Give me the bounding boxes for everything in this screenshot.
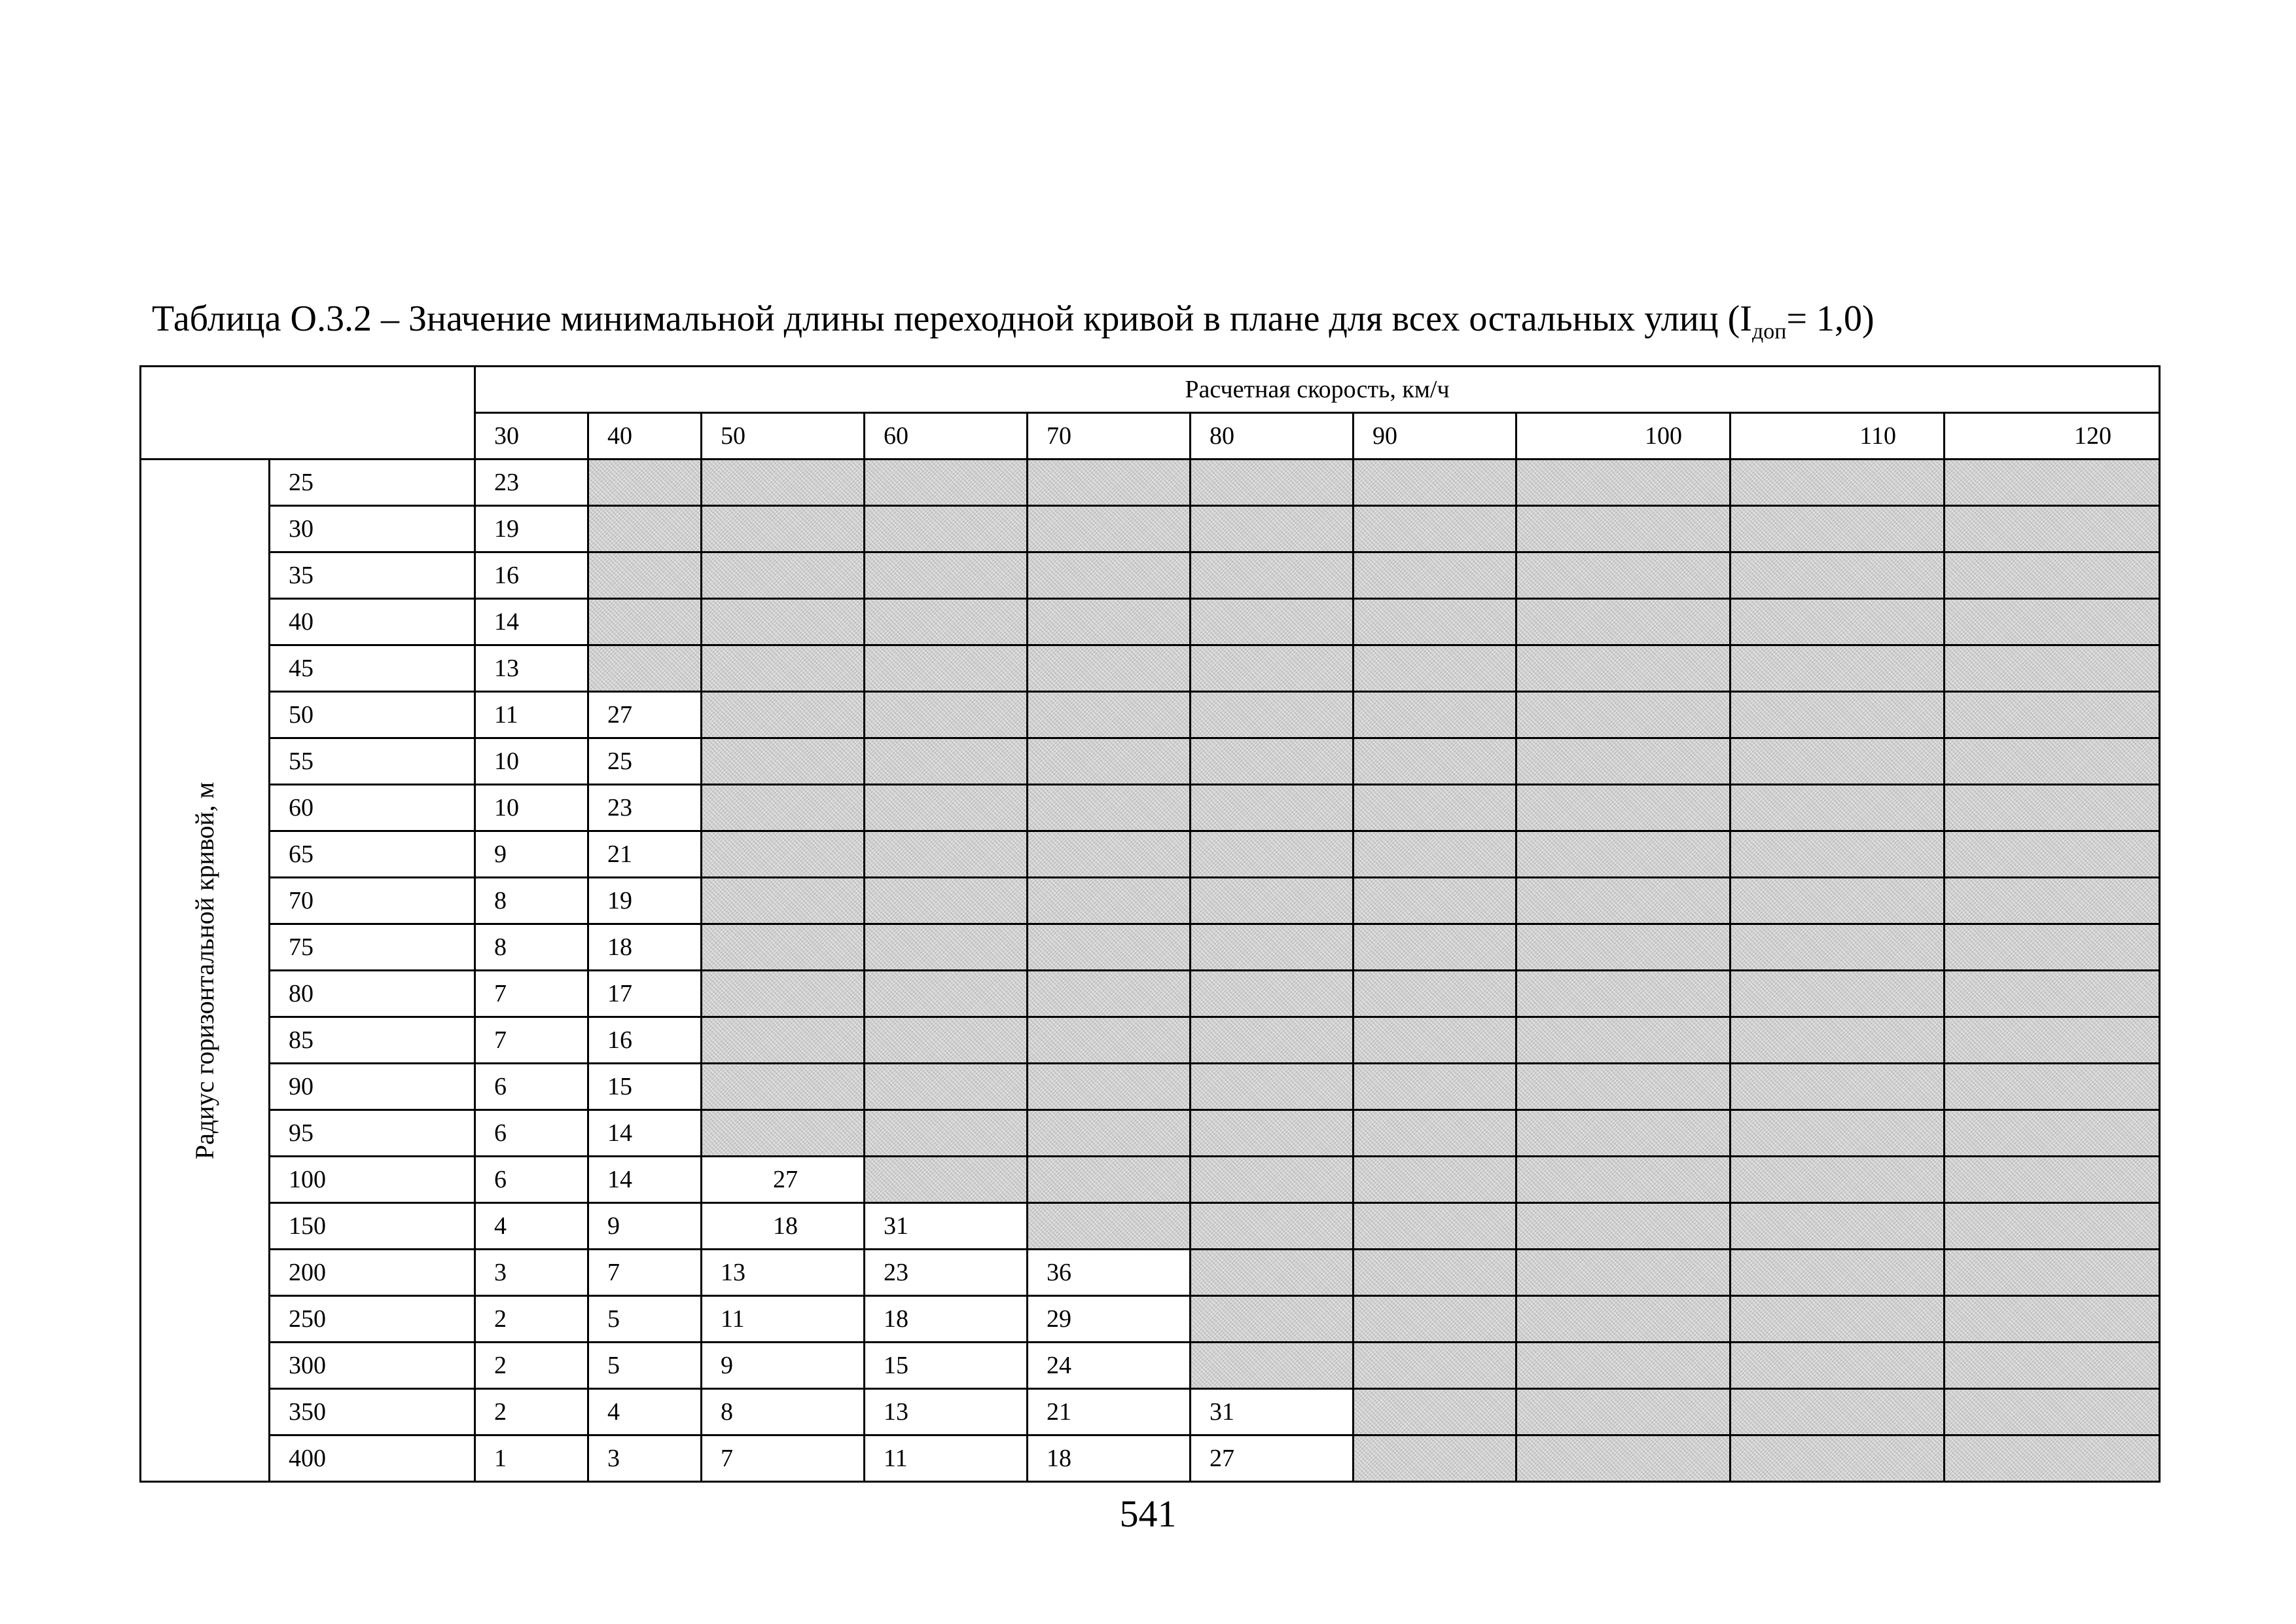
empty-cell xyxy=(702,645,865,692)
empty-cell xyxy=(588,552,702,599)
empty-cell xyxy=(1731,1389,1945,1435)
value-cell: 8 xyxy=(475,878,588,924)
empty-cell xyxy=(1731,1157,1945,1203)
value-cell: 6 xyxy=(475,1064,588,1110)
value-cell: 11 xyxy=(475,692,588,738)
table-row xyxy=(141,1343,2160,1389)
value-cell: 19 xyxy=(588,878,702,924)
value-cell: 7 xyxy=(475,1017,588,1064)
value-cell: 18 xyxy=(588,924,702,971)
radius-cell: 30 xyxy=(270,506,475,552)
empty-cell xyxy=(1516,1064,1731,1110)
value-cell: 1 xyxy=(475,1435,588,1482)
radius-cell: 45 xyxy=(270,645,475,692)
empty-cell xyxy=(1731,924,1945,971)
table-row xyxy=(141,831,2160,878)
value-cell: 11 xyxy=(865,1435,1028,1482)
radius-cell: 70 xyxy=(270,878,475,924)
value-cell: 7 xyxy=(702,1435,865,1482)
value-cell: 2 xyxy=(475,1389,588,1435)
caption-suffix: = 1,0) xyxy=(1786,298,1874,339)
empty-cell xyxy=(1945,924,2160,971)
value-cell: 18 xyxy=(865,1296,1028,1343)
speed-header-80: 80 xyxy=(1191,413,1354,460)
empty-cell xyxy=(1191,460,1354,506)
speed-header-30: 30 xyxy=(475,413,588,460)
radius-cell: 400 xyxy=(270,1435,475,1482)
value-cell: 7 xyxy=(475,971,588,1017)
value-cell: 25 xyxy=(588,738,702,785)
empty-cell xyxy=(1945,506,2160,552)
empty-cell xyxy=(1516,971,1731,1017)
table-row xyxy=(141,1110,2160,1157)
empty-cell xyxy=(588,460,702,506)
empty-cell xyxy=(702,738,865,785)
value-cell: 3 xyxy=(588,1435,702,1482)
value-cell: 9 xyxy=(475,831,588,878)
empty-cell xyxy=(1354,460,1516,506)
radius-cell: 250 xyxy=(270,1296,475,1343)
radius-cell: 90 xyxy=(270,1064,475,1110)
value-cell: 2 xyxy=(475,1343,588,1389)
empty-cell xyxy=(1945,785,2160,831)
empty-cell xyxy=(1516,878,1731,924)
empty-cell xyxy=(1028,831,1191,878)
speed-label-cell: Расчетная скорость, км/ч xyxy=(475,367,2160,413)
value-cell: 31 xyxy=(1191,1389,1354,1435)
empty-cell xyxy=(1028,738,1191,785)
value-cell: 4 xyxy=(588,1389,702,1435)
value-cell: 23 xyxy=(865,1250,1028,1296)
value-cell: 9 xyxy=(588,1203,702,1250)
empty-cell xyxy=(702,599,865,645)
empty-cell xyxy=(1028,1064,1191,1110)
empty-cell xyxy=(1354,645,1516,692)
value-cell: 21 xyxy=(588,831,702,878)
table-row xyxy=(141,878,2160,924)
table-row xyxy=(141,552,2160,599)
empty-cell xyxy=(1516,1343,1731,1389)
empty-cell xyxy=(1731,1064,1945,1110)
empty-cell xyxy=(1028,1017,1191,1064)
value-cell: 36 xyxy=(1028,1250,1191,1296)
empty-cell xyxy=(1731,1296,1945,1343)
empty-cell xyxy=(1516,460,1731,506)
empty-cell xyxy=(1191,1203,1354,1250)
empty-cell xyxy=(1731,552,1945,599)
empty-cell xyxy=(1516,924,1731,971)
radius-cell: 85 xyxy=(270,1017,475,1064)
value-cell: 24 xyxy=(1028,1343,1191,1389)
empty-cell xyxy=(1731,692,1945,738)
table-row xyxy=(141,1157,2160,1203)
empty-cell xyxy=(1191,1250,1354,1296)
empty-cell xyxy=(1945,831,2160,878)
value-cell: 15 xyxy=(865,1343,1028,1389)
empty-cell xyxy=(1731,878,1945,924)
value-cell: 5 xyxy=(588,1296,702,1343)
table-row xyxy=(141,692,2160,738)
empty-cell xyxy=(1028,971,1191,1017)
empty-cell xyxy=(1516,1250,1731,1296)
value-cell: 29 xyxy=(1028,1296,1191,1343)
empty-cell xyxy=(1191,971,1354,1017)
empty-cell xyxy=(1731,1250,1945,1296)
empty-cell xyxy=(702,831,865,878)
radius-cell: 65 xyxy=(270,831,475,878)
empty-cell xyxy=(865,645,1028,692)
table-row xyxy=(141,1435,2160,1482)
empty-cell xyxy=(865,1064,1028,1110)
empty-cell xyxy=(1516,738,1731,785)
empty-cell xyxy=(1028,506,1191,552)
value-cell: 6 xyxy=(475,1157,588,1203)
empty-cell xyxy=(1516,645,1731,692)
empty-cell xyxy=(865,506,1028,552)
table-row xyxy=(141,1250,2160,1296)
header-row-speed-label xyxy=(141,367,2160,413)
empty-cell xyxy=(1354,1017,1516,1064)
empty-cell xyxy=(1354,785,1516,831)
empty-cell xyxy=(702,506,865,552)
empty-cell xyxy=(1516,1296,1731,1343)
value-cell: 18 xyxy=(702,1203,865,1250)
value-cell: 14 xyxy=(588,1110,702,1157)
empty-cell xyxy=(1191,738,1354,785)
value-cell: 16 xyxy=(475,552,588,599)
table-row xyxy=(141,599,2160,645)
empty-cell xyxy=(702,1064,865,1110)
value-cell: 11 xyxy=(702,1296,865,1343)
table-row xyxy=(141,785,2160,831)
empty-cell xyxy=(1028,878,1191,924)
empty-cell xyxy=(1354,1435,1516,1482)
empty-cell xyxy=(702,785,865,831)
data-table xyxy=(139,365,2161,1483)
empty-cell xyxy=(1354,1064,1516,1110)
empty-cell xyxy=(1354,878,1516,924)
empty-cell xyxy=(1945,1017,2160,1064)
empty-cell xyxy=(1516,1017,1731,1064)
empty-cell xyxy=(1945,460,2160,506)
row-group-label: Радиус горизонтальной кривой, м xyxy=(190,782,219,1159)
empty-cell xyxy=(1354,599,1516,645)
empty-cell xyxy=(1191,506,1354,552)
value-cell: 5 xyxy=(588,1343,702,1389)
empty-cell xyxy=(1731,506,1945,552)
empty-cell xyxy=(702,1017,865,1064)
value-cell: 21 xyxy=(1028,1389,1191,1435)
empty-cell xyxy=(702,552,865,599)
empty-cell xyxy=(1945,738,2160,785)
value-cell: 4 xyxy=(475,1203,588,1250)
empty-cell xyxy=(1191,1343,1354,1389)
empty-cell xyxy=(1731,738,1945,785)
empty-cell xyxy=(1354,1203,1516,1250)
radius-cell: 55 xyxy=(270,738,475,785)
speed-header-120: 120 xyxy=(1945,413,2160,460)
empty-cell xyxy=(1191,831,1354,878)
empty-cell xyxy=(1354,1343,1516,1389)
value-cell: 31 xyxy=(865,1203,1028,1250)
empty-cell xyxy=(1945,692,2160,738)
table-row xyxy=(141,506,2160,552)
empty-cell xyxy=(1191,1110,1354,1157)
empty-cell xyxy=(1731,1110,1945,1157)
value-cell: 23 xyxy=(588,785,702,831)
speed-header-90: 90 xyxy=(1354,413,1516,460)
speed-header-50: 50 xyxy=(702,413,865,460)
radius-cell: 350 xyxy=(270,1389,475,1435)
empty-cell xyxy=(1516,506,1731,552)
empty-cell xyxy=(1354,971,1516,1017)
empty-cell xyxy=(1945,971,2160,1017)
value-cell: 10 xyxy=(475,738,588,785)
empty-cell xyxy=(1731,460,1945,506)
empty-cell xyxy=(1354,692,1516,738)
empty-cell xyxy=(702,878,865,924)
table-body xyxy=(141,367,2160,1482)
value-cell: 13 xyxy=(865,1389,1028,1435)
table-row xyxy=(141,460,2160,506)
empty-cell xyxy=(1191,599,1354,645)
value-cell: 6 xyxy=(475,1110,588,1157)
caption-subscript: доп xyxy=(1751,319,1787,344)
empty-cell xyxy=(702,460,865,506)
empty-cell xyxy=(1354,1296,1516,1343)
empty-cell xyxy=(1731,831,1945,878)
empty-cell xyxy=(1945,1389,2160,1435)
empty-cell xyxy=(1028,1110,1191,1157)
value-cell: 7 xyxy=(588,1250,702,1296)
radius-cell: 150 xyxy=(270,1203,475,1250)
value-cell: 18 xyxy=(1028,1435,1191,1482)
empty-cell xyxy=(865,971,1028,1017)
empty-cell xyxy=(865,1110,1028,1157)
table-row xyxy=(141,924,2160,971)
empty-cell xyxy=(1354,1250,1516,1296)
empty-cell xyxy=(1731,1203,1945,1250)
empty-cell xyxy=(1516,692,1731,738)
empty-cell xyxy=(1516,552,1731,599)
empty-cell xyxy=(865,738,1028,785)
table-row xyxy=(141,1064,2160,1110)
value-cell: 14 xyxy=(588,1157,702,1203)
empty-cell xyxy=(1028,785,1191,831)
empty-cell xyxy=(1516,599,1731,645)
empty-cell xyxy=(1945,599,2160,645)
value-cell: 10 xyxy=(475,785,588,831)
empty-cell xyxy=(865,1157,1028,1203)
radius-cell: 40 xyxy=(270,599,475,645)
empty-cell xyxy=(1354,924,1516,971)
radius-cell: 35 xyxy=(270,552,475,599)
empty-cell xyxy=(865,460,1028,506)
empty-cell xyxy=(1028,645,1191,692)
empty-cell xyxy=(1354,506,1516,552)
empty-cell xyxy=(1191,785,1354,831)
radius-cell: 80 xyxy=(270,971,475,1017)
radius-cell: 75 xyxy=(270,924,475,971)
radius-cell: 300 xyxy=(270,1343,475,1389)
value-cell: 8 xyxy=(702,1389,865,1435)
empty-cell xyxy=(588,645,702,692)
speed-header-40: 40 xyxy=(588,413,702,460)
radius-cell: 60 xyxy=(270,785,475,831)
value-cell: 3 xyxy=(475,1250,588,1296)
empty-cell xyxy=(1516,1203,1731,1250)
value-cell: 13 xyxy=(475,645,588,692)
empty-cell xyxy=(588,506,702,552)
empty-cell xyxy=(1191,1157,1354,1203)
empty-cell xyxy=(1354,738,1516,785)
empty-cell xyxy=(1516,831,1731,878)
radius-cell: 95 xyxy=(270,1110,475,1157)
empty-cell xyxy=(1028,460,1191,506)
empty-cell xyxy=(865,599,1028,645)
empty-cell xyxy=(1191,924,1354,971)
radius-cell: 200 xyxy=(270,1250,475,1296)
value-cell: 19 xyxy=(475,506,588,552)
empty-cell xyxy=(1516,1157,1731,1203)
value-cell: 8 xyxy=(475,924,588,971)
empty-cell xyxy=(1945,1064,2160,1110)
empty-cell xyxy=(1516,1435,1731,1482)
empty-cell xyxy=(1191,645,1354,692)
empty-cell xyxy=(1028,1157,1191,1203)
empty-cell xyxy=(1191,1296,1354,1343)
empty-cell xyxy=(1354,1389,1516,1435)
empty-cell xyxy=(1028,692,1191,738)
value-cell: 2 xyxy=(475,1296,588,1343)
empty-cell xyxy=(1516,785,1731,831)
radius-cell: 25 xyxy=(270,460,475,506)
empty-cell xyxy=(1028,599,1191,645)
radius-cell: 50 xyxy=(270,692,475,738)
empty-cell xyxy=(1945,552,2160,599)
empty-cell xyxy=(1516,1389,1731,1435)
value-cell: 27 xyxy=(702,1157,865,1203)
empty-cell xyxy=(1191,1017,1354,1064)
value-cell: 14 xyxy=(475,599,588,645)
speed-header-110: 110 xyxy=(1731,413,1945,460)
empty-cell xyxy=(1731,645,1945,692)
empty-cell xyxy=(865,878,1028,924)
speed-header-100: 100 xyxy=(1516,413,1731,460)
empty-cell xyxy=(1945,1343,2160,1389)
table-row xyxy=(141,1389,2160,1435)
empty-cell xyxy=(1945,1250,2160,1296)
table-row xyxy=(141,1203,2160,1250)
empty-cell xyxy=(702,971,865,1017)
empty-cell xyxy=(865,692,1028,738)
empty-cell xyxy=(588,599,702,645)
empty-cell xyxy=(1731,1435,1945,1482)
table-row xyxy=(141,1017,2160,1064)
empty-cell xyxy=(1945,1296,2160,1343)
empty-cell xyxy=(1945,878,2160,924)
empty-cell xyxy=(865,1017,1028,1064)
table-row xyxy=(141,1296,2160,1343)
empty-cell xyxy=(1731,785,1945,831)
empty-cell xyxy=(865,831,1028,878)
corner-cell xyxy=(141,367,475,460)
empty-cell xyxy=(1945,1203,2160,1250)
speed-header-70: 70 xyxy=(1028,413,1191,460)
empty-cell xyxy=(1354,831,1516,878)
empty-cell xyxy=(1945,645,2160,692)
value-cell: 13 xyxy=(702,1250,865,1296)
empty-cell xyxy=(702,924,865,971)
table-row xyxy=(141,738,2160,785)
empty-cell xyxy=(1945,1110,2160,1157)
row-group-label-cell xyxy=(141,460,270,1482)
empty-cell xyxy=(1731,971,1945,1017)
empty-cell xyxy=(1731,1017,1945,1064)
speed-header-60: 60 xyxy=(865,413,1028,460)
empty-cell xyxy=(865,552,1028,599)
empty-cell xyxy=(1731,1343,1945,1389)
table-row xyxy=(141,645,2160,692)
empty-cell xyxy=(702,1110,865,1157)
page-number: 541 xyxy=(1119,1492,1177,1535)
value-cell: 17 xyxy=(588,971,702,1017)
empty-cell xyxy=(1191,878,1354,924)
empty-cell xyxy=(1191,692,1354,738)
empty-cell xyxy=(865,924,1028,971)
empty-cell xyxy=(1354,1110,1516,1157)
empty-cell xyxy=(1516,1110,1731,1157)
empty-cell xyxy=(1354,552,1516,599)
empty-cell xyxy=(1028,552,1191,599)
empty-cell xyxy=(1731,599,1945,645)
value-cell: 27 xyxy=(588,692,702,738)
empty-cell xyxy=(1028,1203,1191,1250)
empty-cell xyxy=(1945,1157,2160,1203)
caption-prefix: Таблица О.3.2 – Значение минимальной длины переходной кривой в плане для всех остальных улиц (I xyxy=(152,298,1752,339)
table-caption xyxy=(152,296,1874,342)
value-cell: 15 xyxy=(588,1064,702,1110)
radius-cell: 100 xyxy=(270,1157,475,1203)
empty-cell xyxy=(1945,1435,2160,1482)
value-cell: 9 xyxy=(702,1343,865,1389)
empty-cell xyxy=(865,785,1028,831)
table-row xyxy=(141,971,2160,1017)
empty-cell xyxy=(1191,552,1354,599)
value-cell: 23 xyxy=(475,460,588,506)
empty-cell xyxy=(702,692,865,738)
empty-cell xyxy=(1028,924,1191,971)
value-cell: 27 xyxy=(1191,1435,1354,1482)
empty-cell xyxy=(1354,1157,1516,1203)
empty-cell xyxy=(1191,1064,1354,1110)
value-cell: 16 xyxy=(588,1017,702,1064)
